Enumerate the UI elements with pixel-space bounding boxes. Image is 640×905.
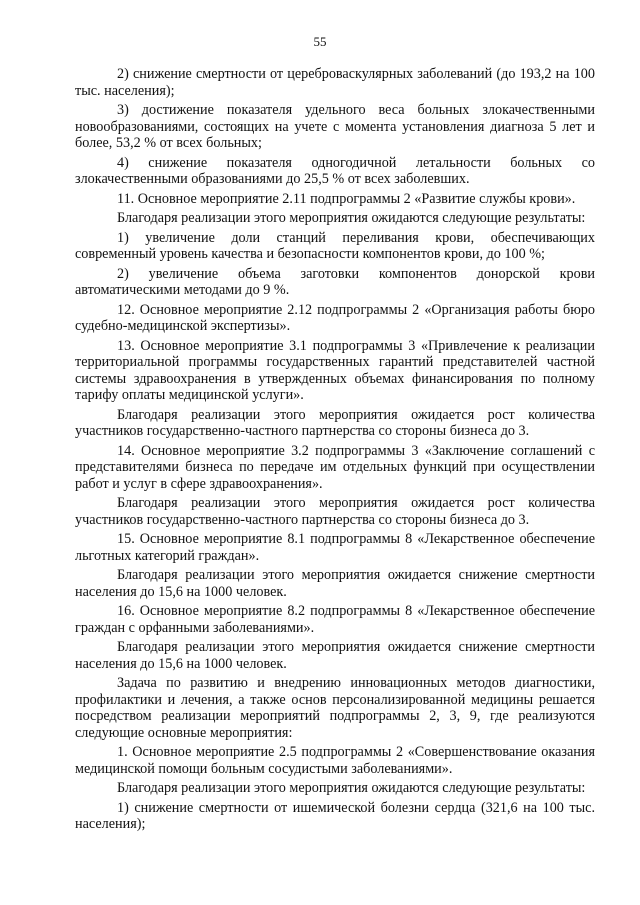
paragraph: 14. Основное мероприятие 3.2 подпрограммы 3 «Заключение соглашений с представителями бизнеса по передаче им отдельных функций при осуществлении работ и услуг в сфере здравоохранения». <box>75 442 595 492</box>
paragraph: Благодаря реализации этого мероприятия ожидается снижение смертности населения до 15,6 на 1000 человек. <box>75 567 595 600</box>
paragraph: 1) увеличение доли станций переливания крови, обеспечивающих современный уровень качества и безопасности компонентов крови, до 100 %; <box>75 229 595 262</box>
paragraph: Благодаря реализации этого мероприятия ожидаются следующие результаты: <box>117 210 586 226</box>
paragraph: Благодаря реализации этого мероприятия ожидается снижение смертности населения до 15,6 на 1000 человек. <box>75 639 595 672</box>
paragraph: 2) снижение смертности от цереброваскулярных заболеваний (до 193,2 на 100 тыс. населения); <box>75 66 595 99</box>
paragraph: Задача по развитию и внедрению инновационных методов диагностики, профилактики и лечения, а также основ персонализированной медицины решается посредством реализации мероприятий подпрограммы 2, 3, 9, где реализуются следующие основные мероприятия: <box>75 675 595 741</box>
paragraph: 1. Основное мероприятие 2.5 подпрограммы 2 «Совершенствование оказания медицинской помощи больным сосудистыми заболеваниями». <box>75 744 595 777</box>
paragraph: Благодаря реализации этого мероприятия ожидается рост количества участников государственно-частного партнерства со стороны бизнеса до 3. <box>75 495 595 528</box>
paragraph: 11. Основное мероприятие 2.11 подпрограммы 2 «Развитие службы крови». <box>117 190 576 207</box>
paragraph: 4) снижение показателя одногодичной летальности больных со злокачественными образованиями до 25,5 % от всех заболевших. <box>75 154 595 187</box>
paragraph: Благодаря реализации этого мероприятия ожидается рост количества участников государственно-частного партнерства со стороны бизнеса до 3. <box>75 406 595 439</box>
paragraph: 12. Основное мероприятие 2.12 подпрограммы 2 «Организация работы бюро судебно-медицинской экспертизы». <box>75 301 595 334</box>
paragraph: 2) увеличение объема заготовки компонентов донорской крови автоматическими методами до 9 %. <box>75 265 595 298</box>
paragraph: 3) достижение показателя удельного веса больных злокачественными новообразованиями, состоящих на учете с момента установления диагноза 5 лет и более, 53,2 % от всех больных; <box>75 102 595 151</box>
paragraph: 16. Основное мероприятие 8.2 подпрограммы 8 «Лекарственное обеспечение граждан с орфанными заболеваниями». <box>75 603 595 636</box>
paragraph: 15. Основное мероприятие 8.1 подпрограммы 8 «Лекарственное обеспечение льготных категорий граждан». <box>75 531 595 564</box>
page-number: 55 <box>313 34 327 49</box>
body-text <box>75 66 595 836</box>
paragraph: Благодаря реализации этого мероприятия ожидаются следующие результаты: <box>117 780 586 796</box>
paragraph: 1) снижение смертности от ишемической болезни сердца (321,6 на 100 тыс. населения); <box>75 799 595 832</box>
paragraph: 13. Основное мероприятие 3.1 подпрограммы 3 «Привлечение к реализации территориальной программы государственных гарантий представителей частной системы здравоохранения в утвержденных объемах финансирования по полному тарифу оплаты медицинской услуги». <box>75 337 595 403</box>
